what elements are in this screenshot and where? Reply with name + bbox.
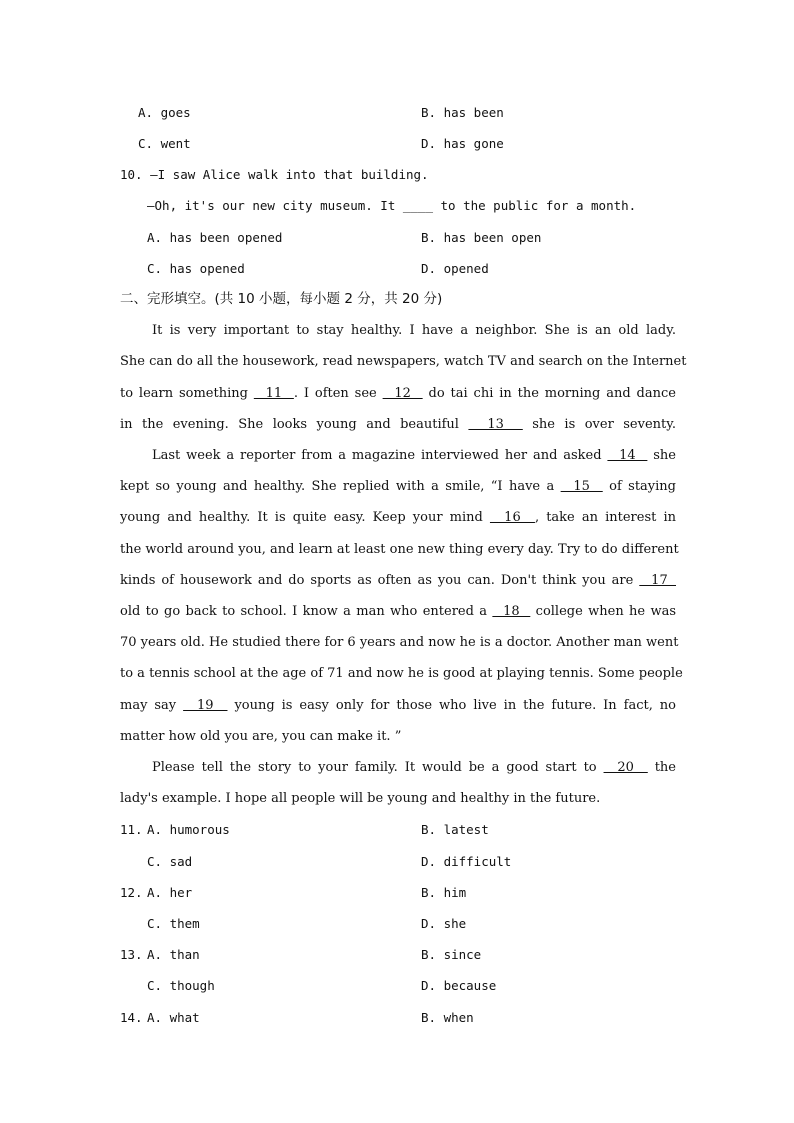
- q11-row-2: [120, 846, 676, 877]
- q10-option-c: C. has opened: [147, 261, 245, 276]
- q10-line-1: —I saw Alice walk into that building.: [150, 167, 429, 182]
- q11-option-c: C. sad: [147, 854, 193, 869]
- q9-option-b: B. has been: [421, 105, 504, 120]
- q11-number: 11.: [120, 822, 143, 837]
- blank-17: 17: [639, 573, 676, 588]
- q11-option-d: D. difficult: [421, 854, 512, 869]
- q9-option-c: C. went: [138, 136, 191, 151]
- section-heading: 二、完形填空。(共 10 小题，每小题 2 分，共 20 分): [120, 291, 443, 307]
- q13-option-b: B. since: [421, 947, 482, 962]
- q12-option-a: A. her: [147, 885, 193, 900]
- q14-option-b: B. when: [421, 1010, 474, 1025]
- q12-option-b: B. him: [421, 885, 467, 900]
- q9-options-row-1: [120, 97, 676, 128]
- q14-row-1: [120, 1002, 676, 1033]
- passage-line-14: matter how old you are, you can make it. ”: [120, 729, 402, 744]
- passage-line-8: the world around you, and learn at least one new thing every day. Try to do different: [120, 542, 679, 557]
- q11-option-a: A. humorous: [147, 822, 230, 837]
- q9-option-d: D. has gone: [421, 136, 504, 151]
- blank-11: 11: [253, 386, 294, 401]
- blank-18: 18: [492, 604, 531, 619]
- passage-line-15: Please tell the story to your family. It would be a good start to 20 the: [152, 760, 676, 775]
- passage-line-4: in the evening. She looks young and beautiful 13 she is over seventy.: [120, 417, 676, 432]
- q12-option-d: D. she: [421, 916, 467, 931]
- q13-option-d: D. because: [421, 978, 497, 993]
- blank-14: 14: [607, 448, 648, 463]
- q13-option-c: C. though: [147, 978, 215, 993]
- passage-line-11: 70 years old. He studied there for 6 years and now he is a doctor. Another man went: [120, 635, 679, 650]
- blank-13: 13: [468, 417, 523, 432]
- q9-option-a: A. goes: [138, 105, 191, 120]
- q11-row-1: [120, 814, 676, 845]
- q12-row-2: [120, 908, 676, 939]
- blank-16: 16: [489, 510, 535, 525]
- passage-line-12: to a tennis school at the age of 71 and now he is good at playing tennis. Some people: [120, 666, 683, 681]
- q14-option-a: A. what: [147, 1010, 200, 1025]
- passage-line-2: She can do all the housework, read newspapers, watch TV and search on the Internet: [120, 354, 687, 369]
- q10-options-row-2: [120, 253, 676, 284]
- q10-options-row-1: [120, 222, 676, 253]
- passage-line-9: kinds of housework and do sports as often as you can. Don't think you are 17: [120, 573, 676, 588]
- blank-15: 15: [560, 479, 603, 494]
- passage-line-16: lady's example. I hope all people will be young and healthy in the future.: [120, 791, 601, 806]
- passage-line-5: Last week a reporter from a magazine interviewed her and asked 14 she: [152, 448, 676, 463]
- q10-option-b: B. has been open: [421, 230, 542, 245]
- q13-number: 13.: [120, 947, 143, 962]
- passage-line-1: It is very important to stay healthy. I have a neighbor. She is an old lady.: [152, 323, 676, 338]
- blank-12: 12: [382, 386, 423, 401]
- q11-option-b: B. latest: [421, 822, 489, 837]
- passage-line-3: to learn something 11 . I often see 12 do tai chi in the morning and dance: [120, 386, 676, 401]
- q10-line-2: —Oh, it's our new city museum. It ____ to the public for a month.: [147, 198, 637, 213]
- passage-line-10: old to go back to school. I know a man who entered a 18 college when he was: [120, 604, 677, 619]
- passage-line-13: may say 19 young is easy only for those who live in the future. In fact, no: [120, 698, 676, 713]
- q13-row-2: [120, 970, 676, 1001]
- q12-option-c: C. them: [147, 916, 200, 931]
- blank-19: 19: [183, 698, 228, 713]
- q10-number: 10.: [120, 167, 143, 182]
- q14-number: 14.: [120, 1010, 143, 1025]
- passage-line-6: kept so young and healthy. She replied with a smile, “I have a 15 of staying: [120, 479, 676, 494]
- q13-row-1: [120, 939, 676, 970]
- q9-options-row-2: [120, 128, 676, 159]
- q12-number: 12.: [120, 885, 143, 900]
- q10-option-a: A. has been opened: [147, 230, 283, 245]
- q13-option-a: A. than: [147, 947, 200, 962]
- blank-20: 20: [603, 760, 648, 775]
- passage-line-7: young and healthy. It is quite easy. Keep your mind 16 , take an interest in: [120, 510, 676, 525]
- q12-row-1: [120, 877, 676, 908]
- q10-stem-line-1: [120, 159, 676, 190]
- q10-option-d: D. opened: [421, 261, 489, 276]
